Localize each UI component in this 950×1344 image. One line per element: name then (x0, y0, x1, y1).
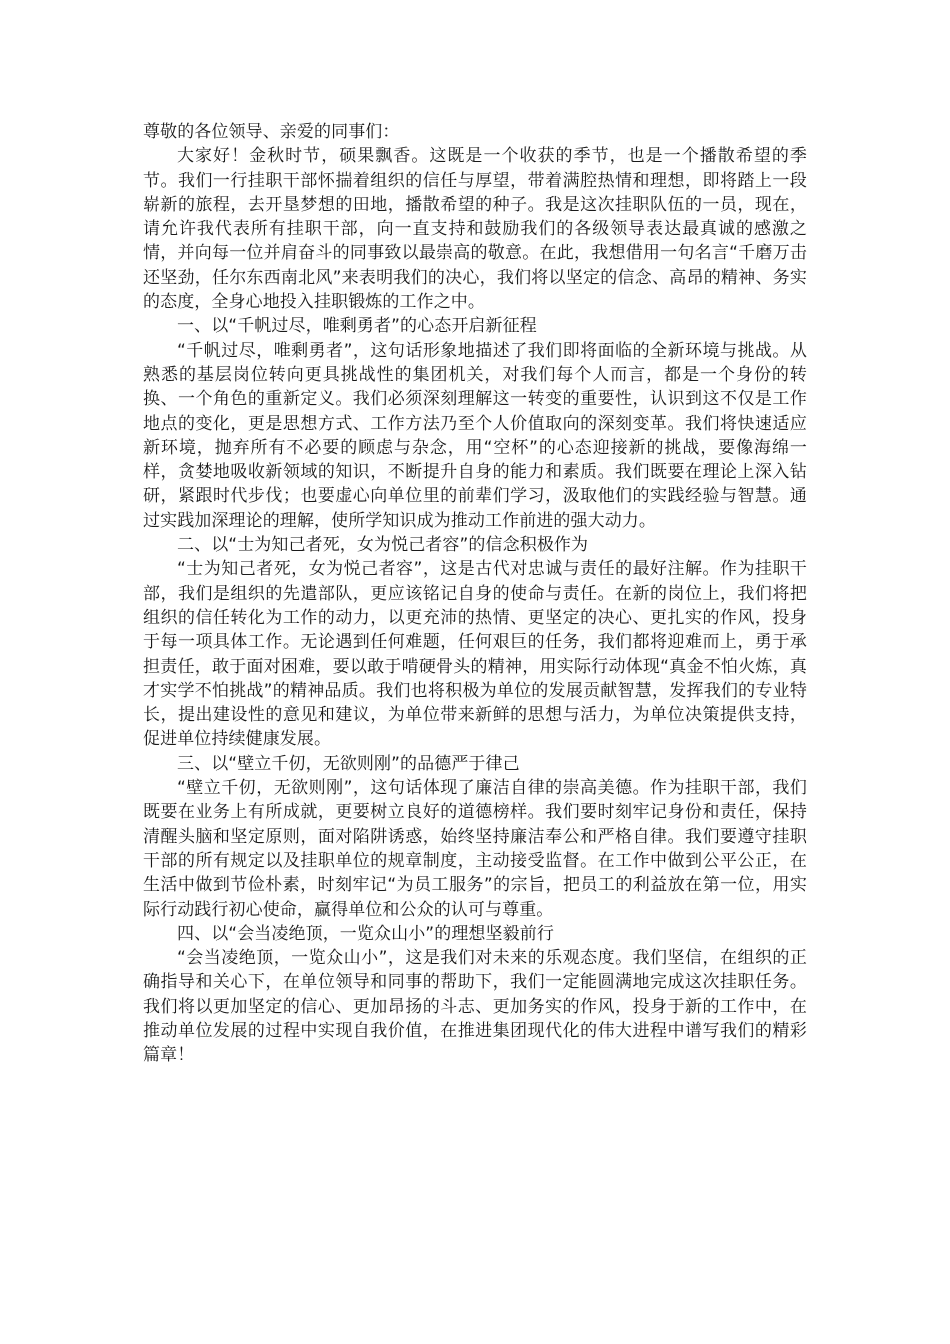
section-paragraph: “壁立千仞，无欲则刚”，这句话体现了廉洁自律的崇高美德。作为挂职干部，我们既要在业务上有所成就，更要树立良好的道德榜样。我们要时刻牢记身份和责任，保持清醒头脑和坚定原则，面对陷阱诱惑，始终坚持廉洁奉公和严格自律。我们要遵守挂职干部的所有规定以及挂职单位的规章制度，主动接受监督。在工作中做到公平公正，在生活中做到节俭朴素，时刻牢记“为员工服务”的宗旨，把员工的利益放在第一位，用实际行动践行初心使命，赢得单位和公众的认可与尊重。 (143, 778, 807, 920)
section-paragraph: “千帆过尽，唯剩勇者”，这句话形象地描述了我们即将面临的全新环境与挑战。从熟悉的基层岗位转向更具挑战性的集团机关，对我们每个人而言，都是一个身份的转换、一个角色的重新定义。我们必须深刻理解这一转变的重要性，认识到这不仅是工作地点的变化，更是思想方式、工作方法乃至个人价值取向的深刻变革。我们将快速适应新环境，抛弃所有不必要的顾虑与杂念，用“空杯”的心态迎接新的挑战，要像海绵一样，贪婪地吸收新领域的知识，不断提升自身的能力和素质。我们既要在理论上深入钻研，紧跟时代步伐；也要虚心向单位里的前辈们学习，汲取他们的实践经验与智慧。通过实践加深理论的理解，使所学知识成为推动工作前进的强大动力。 (143, 340, 807, 531)
section-heading: 二、以“士为知己者死，女为悦己者容”的信念积极作为 (177, 535, 589, 556)
document-page (143, 120, 807, 1068)
section-paragraph: “会当凌绝顶，一览众山小”，这是我们对未来的乐观态度。我们坚信，在组织的正确指导和关心下，在单位领导和同事的帮助下，我们一定能圆满地完成这次挂职任务。我们将以更加坚定的信心、更加昂扬的斗志、更加务实的作风，投身于新的工作中，在推动单位发展的过程中实现自我价值，在推进集团现代化的伟大进程中谱写我们的精彩篇章！ (143, 948, 807, 1066)
section-heading: 四、以“会当凌绝顶，一览众山小”的理想坚毅前行 (177, 923, 554, 944)
intro-paragraph: 大家好！金秋时节，硕果飘香。这既是一个收获的季节，也是一个播散希望的季节。我们一行挂职干部怀揣着组织的信任与厚望，带着满腔热情和理想，即将踏上一段崭新的旅程，去开垦梦想的田地，播散希望的种子。我是这次挂职队伍的一员，现在，请允许我代表所有挂职干部，向一直支持和鼓励我们的各级领导表达最真诚的感激之情，并向每一位并肩奋斗的同事致以最崇高的敬意。在此，我想借用一句名言“千磨万击还坚劲，任尔东西南北风”来表明我们的决心，我们将以坚定的信念、高昂的精神、务实的态度，全身心地投入挂职锻炼的工作之中。 (143, 146, 807, 313)
section-paragraph: “士为知己者死，女为悦己者容”，这是古代对忠诚与责任的最好注解。作为挂职干部，我们是组织的先遣部队，更应该铭记自身的使命与责任。在新的岗位上，我们将把组织的信任转化为工作的动力，以更充沛的热情、更坚定的决心、更扎实的作风，投身于每一项具体工作。无论遇到任何难题，任何艰巨的任务，我们都将迎难而上，勇于承担责任，敢于面对困难，要以敢于啃硬骨头的精神，用实际行动体现“真金不怕火炼，真才实学不怕挑战”的精神品质。我们也将积极为单位的发展贡献智慧，发挥我们的专业特长，提出建设性的意见和建议，为单位带来新鲜的思想与活力，为单位决策提供支持，促进单位持续健康发展。 (143, 559, 807, 750)
section-heading: 三、以“壁立千仞，无欲则刚”的品德严于律己 (177, 753, 520, 774)
salutation: 尊敬的各位领导、亲爱的同事们： (143, 122, 400, 142)
section-heading: 一、以“千帆过尽，唯剩勇者”的心态开启新征程 (177, 316, 537, 337)
